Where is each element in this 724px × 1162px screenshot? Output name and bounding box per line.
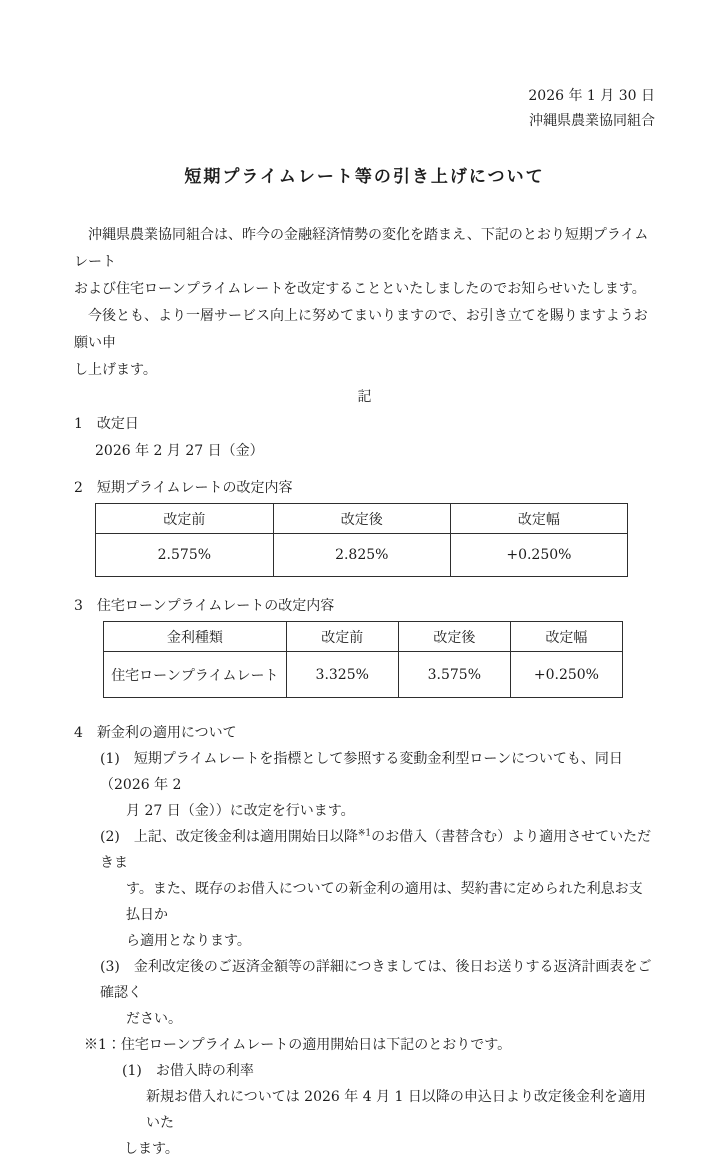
intro-paragraphs — [74, 222, 655, 411]
section3-heading: 3 住宅ローンプライムレートの改定内容 — [74, 598, 335, 614]
organization-name: 沖縄県農業協同組合 — [529, 113, 655, 129]
section4-item2-line1 — [74, 824, 655, 876]
document-header — [74, 84, 655, 134]
short-term-prime-rate-table — [95, 503, 628, 577]
section-4 — [74, 720, 655, 1162]
section4-item3-line2: ださい。 — [126, 1011, 182, 1027]
document-title: 短期プライムレート等の引き上げについて — [184, 167, 545, 187]
item2-text-after: のお借入（書替含む）より適用させていただきま — [100, 829, 652, 871]
table-header-change: 改定幅 — [510, 622, 622, 652]
table-header-before: 改定前 — [96, 504, 274, 534]
section1-revision-date: 2026 年 2 月 27 日（金） — [95, 443, 264, 459]
intro-line-2: および住宅ローンプライムレートを改定することといたしましたのでお知らせいたします。 — [74, 281, 646, 297]
section-1 — [74, 411, 655, 465]
table-data-row — [104, 652, 623, 698]
table-header-before: 改定前 — [286, 622, 398, 652]
section-2 — [74, 479, 655, 577]
section4-heading: 4 新金利の適用について — [74, 725, 237, 741]
rate-change-value: +0.250% — [510, 652, 622, 698]
footnote1-body-line1: 新規お借入れについては 2026 年 4 月 1 日以降の申込日より改定後金利を適用いた — [146, 1089, 646, 1131]
table-header-change: 改定幅 — [450, 504, 627, 534]
item2-text-before: (2) 上記、改定後金利は適用開始日以降 — [100, 829, 358, 845]
section4-item3-line1: (3) 金利改定後のご返済金額等の詳細につきましては、後日お送りする返済計画表をご確認く — [100, 959, 652, 1001]
section-3 — [74, 597, 655, 698]
rate-before-value: 3.325% — [286, 652, 398, 698]
rate-after-value: 2.825% — [273, 534, 450, 577]
section4-item2-line2: す。また、既存のお借入についての新金利の適用は、契約書に定められた利息お支払日か — [126, 881, 643, 923]
section2-heading: 2 短期プライムレートの改定内容 — [74, 480, 293, 496]
footnote1-line1: ※1：住宅ローンプライムレートの適用開始日は下記のとおりです。 — [84, 1037, 512, 1053]
table-header-after: 改定後 — [273, 504, 450, 534]
footnote-reference-mark: ※1 — [357, 828, 372, 839]
section4-item1-line2: 月 27 日（金））に改定を行います。 — [126, 803, 355, 819]
table-header-rate-type: 金利種類 — [104, 622, 287, 652]
table-header-row — [96, 504, 628, 534]
section4-item2-line3: ら適用となります。 — [126, 933, 251, 949]
table-header-row — [104, 622, 623, 652]
rate-change-value: +0.250% — [450, 534, 627, 577]
section1-heading: 1 改定日 — [74, 416, 139, 432]
footnote1-sub-heading: (1) お借入時の利率 — [122, 1063, 254, 1079]
section4-item1-line1: (1) 短期プライムレートを指標として参照する変動金利型ローンについても、同日（2026 年 2 — [100, 751, 623, 793]
housing-loan-prime-rate-table — [103, 621, 623, 698]
document-date: 2026 年 1 月 30 日 — [528, 88, 655, 104]
rate-before-value: 2.575% — [96, 534, 274, 577]
footnote1-body-line2: します。 — [124, 1141, 179, 1157]
table-data-row — [96, 534, 628, 577]
intro-line-4: し上げます。 — [74, 362, 157, 378]
record-mark: 記 — [357, 389, 372, 405]
intro-line-1: 沖縄県農業協同組合は、昨今の金融経済情勢の変化を踏まえ、下記のとおり短期プライムレート — [74, 227, 649, 270]
table-header-after: 改定後 — [398, 622, 510, 652]
intro-line-3: 今後とも、より一層サービス向上に努めてまいりますので、お引き立てを賜りますようお願い申 — [74, 308, 648, 351]
rate-after-value: 3.575% — [398, 652, 510, 698]
rate-type-value: 住宅ローンプライムレート — [104, 652, 287, 698]
